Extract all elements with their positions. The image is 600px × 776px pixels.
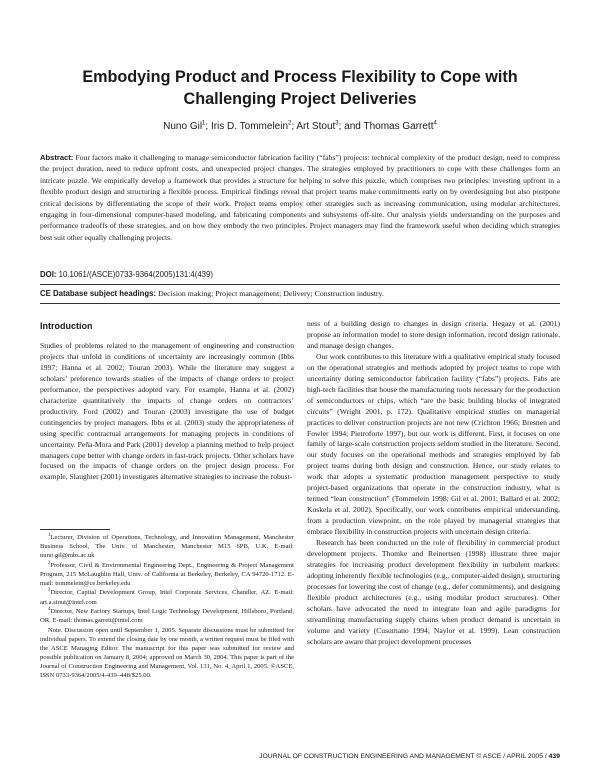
footnote-note: Note. Discussion open until September 1, 2005. Separate discussions must be submitted for individual papers. To extend the closing date by one month, a written request must be filed with the ASCE Managing Editor. The manuscript for this paper was submitted for review and possible publication on January 8, 2004; approved on March 30, 2004. This paper is part of the Journal of Construction Engineering and Management, Vol. 131, No. 4, April 1, 2005. ©ASCE, ISSN 0733-9364/2005/4-439–448/$25.00.: [40, 626, 294, 680]
footnotes: [40, 533, 294, 681]
author-name: Nuno Gil: [163, 121, 203, 132]
footnote: $^3$Director, Capital Development Group, Intel Corporate Services, Chandler, AZ. E-mail: art.a.stout@intel.com: [40, 588, 294, 606]
footnote-divider: [40, 529, 110, 530]
abstract-text: Four factors make it challenging to manage semiconductor fabrication facility (“fabs”) projects: technical complexity of the product design, need to compress the project duration, need to reduce upfront costs, and unexpected project changes. The strategies employed by practitioners to cope with these challenges form an intricate puzzle. We empirically develop a framework that provides a structure for helping to solve this puzzle, which comprises two principles: investing upfront in a flexible product design and structuring a flexible process. Empirical findings reveal that project teams make commitments early on by overdesigning but also postpone critical decisions by differentiating the scope of their work. Project teams employ other strategies such as increasing communication, using modular architectures, engaging in four-dimensional computer-based modeling, and fabricating components and subsystems off-site. Our analysis yields understanding on the purposes and performance tradeoffs of these strategies, and on how they embody the two principles. Project managers may find the framework useful when deciding which strategies best suit other equally challenging projects.: [40, 153, 561, 242]
author-affiliation-mark: 4: [433, 120, 437, 127]
section-heading-introduction: Introduction: [40, 321, 93, 331]
author-name: Art Stout: [296, 121, 336, 132]
subject-headings-label: CE Database subject headings:: [40, 289, 157, 298]
paragraph: Our work contributes to this literature with a qualitative empirical study focused on the operational strategies and methods adopted by project teams to cope with uncertainty during semiconductor fabrication facility (“fabs”) projects. Fabs are high-tech facilities that house the manufacturing tools necessary for the production of semiconductors or chips, which “are the basic building blocks of integrated circuits” (Wright 2001, p. 172). Qualitative empirical studies on managerial practices to deliver construction projects are not new (Crichton 1966; Bresnen and Fowler 1994; Pietroforte 1997), but our work is different. First, it focuses on one family of large-scale construction projects seldom studied in the literature. Second, our study focuses on the operational methods and strategies employed by fab project teams during both design and construction. Hence, our study relates to work that adopts a systematic production management perspective to study project-based organizations that operate in the construction industry, what is termed “lean construction” (Tommelein 1998; Gil et al. 2001; Ballard et al. 2002; Koskela et al. 2002). Specifically, our work contributes empirical understanding, from a production viewpoint, on the role played by managerial strategies that embrace flexibility in construction projects with uncertain design criteria.: [307, 351, 560, 537]
divider-top: [40, 284, 560, 285]
page-number: 439: [548, 753, 560, 760]
doi-line: [40, 269, 560, 280]
author-affiliation-mark: 1: [202, 120, 206, 127]
page-footer: [40, 752, 560, 761]
intro-left-column: Studies of problems related to the management of engineering and construction projects that unfold in conditions of uncertainty are increasingly common (Ibbs 1997; Hanna et al. 2002; Touran 2003). While the literature may suggest a scholars’ preference towards studies of the impacts of change orders to project performance, the perspectives adopted vary. For example, Hanna et al. (2002) characterize quantitatively the impacts of change orders on contractors’ productivity. Ford (2002) and Touran (2003) investigate the use of budget contingencies by project managers. Ibbs et al. (2003) study the appropriateness of using specific contractual arrangements for managing projects in conditions of uncertainty. Peña-Mora and Park (2001) develop a planning method to help project managers cope better with change orders in fast-track projects. Other scholars have focused on the impacts of change orders on the project design process. For example, Slaughter (2001) investigates alternative strategies to increase the robust-: [40, 341, 294, 482]
footer-journal: JOURNAL OF CONSTRUCTION ENGINEERING AND MANAGEMENT © ASCE / APRIL 2005 /: [259, 753, 549, 760]
doi-label: DOI:: [40, 270, 57, 279]
author-list: [40, 120, 560, 133]
doi-value[interactable]: 10.1061/(ASCE)0733-9364(2005)131:4(439): [58, 270, 213, 279]
author-name: Thomas Garrett: [363, 121, 434, 132]
subject-headings: [40, 288, 560, 299]
author-separator: ;: [205, 121, 211, 132]
paper-title: Embodying Product and Process Flexibility to Cope with Challenging Project Deliveries: [82, 68, 518, 108]
author-separator: ; and: [338, 121, 364, 132]
paragraph: Research has been conducted on the role of flexibility in commercial product development projects. Thomke and Reinertsen (1998) illustrate three major strategies for increasing product development flexibility in turbulent markets: adopting inherently flexible technologies (e.g., computer-aided design), structuring processes for lowering the cost of change (e.g., defer commitments), and designing flexible product architectures (e.g., using modular product structures). Other scholars have advocated the need to integrate lean and agile paradigms for streamlining manufacturing supply chains when product demand is uncertain in volume and variety (Cusumano 1994; Naylor et al. 1999). Lean construction scholars are aware that project development processes: [307, 538, 560, 646]
divider-bottom: [40, 303, 560, 304]
footnote: $^2$Professor, Civil & Environmental Engineering Dept., Engineering & Project Management Program, 215 McLaughlin Hall, Univ. of California at Berkeley, Berkeley, CA 94720-1712. E-mail: tommelein@ce.berkeley.edu: [40, 560, 294, 587]
abstract-label: Abstract:: [40, 153, 74, 162]
author-affiliation-mark: 3: [335, 120, 339, 127]
paragraph: ness of a building design to changes in design criteria. Hegazy et al. (2001) propose an information model to store design information, record design rationale, and manage design changes.: [307, 319, 560, 350]
intro-right-column: [307, 319, 560, 648]
author-affiliation-mark: 2: [288, 120, 292, 127]
footnote: $^1$Lecturer, Division of Operations, Technology, and Innovation Management, Manchester Business School, The Univ. of Manchester, Manchester M15 6PB, U.K. E-mail: nuno.gil@mbs.ac.uk: [40, 532, 294, 560]
footnote: $^4$Director, New Factory Startups, Intel Logic Technology Development, Hillsboro, Portland, OR. E-mail: thomas.garrett@intel.com: [40, 606, 294, 625]
subject-headings-value: Decision making; Project management; Delivery; Construction industry.: [158, 289, 384, 298]
author-separator: ;: [291, 121, 297, 132]
abstract: [40, 152, 560, 243]
author-name: Iris D. Tommelein: [210, 121, 289, 132]
